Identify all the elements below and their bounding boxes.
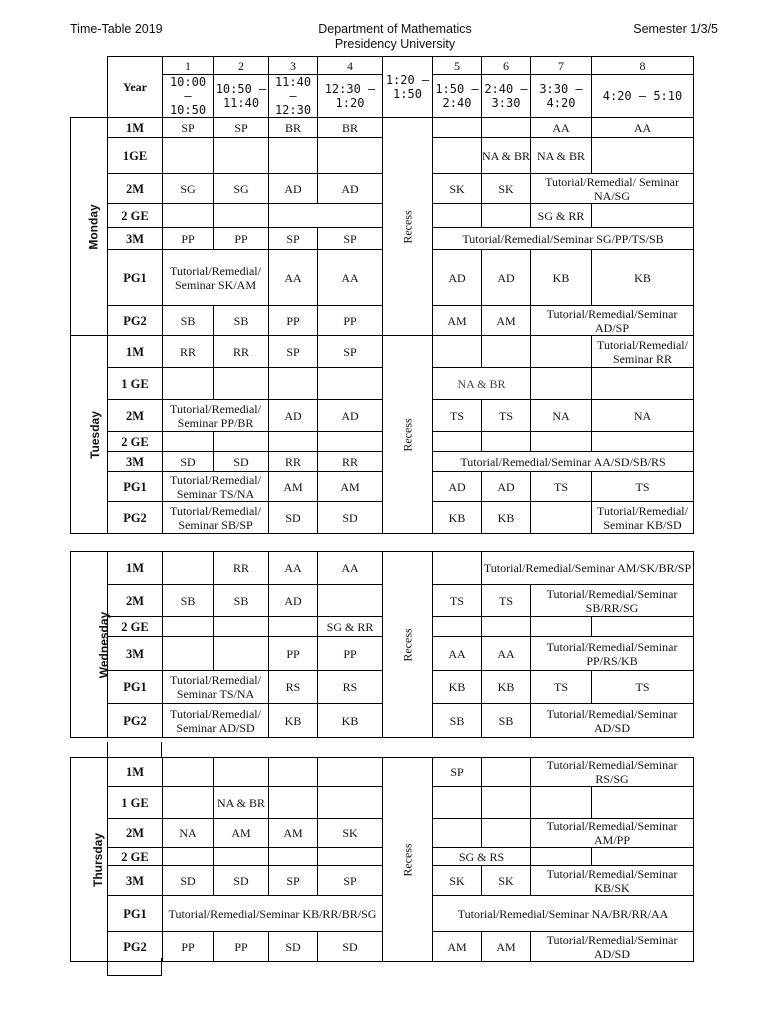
timetable-cell: PP — [214, 228, 269, 250]
period-time: 3:30 – 4:20 — [531, 75, 592, 118]
timetable-cell: PP — [269, 637, 318, 671]
department-heading — [280, 22, 510, 52]
timetable-cell: Tutorial/Remedial/ Seminar PP/BR — [163, 400, 269, 432]
timetable-cell — [163, 204, 214, 228]
timetable-cell: SP — [269, 228, 318, 250]
timetable-cell: SP — [318, 336, 383, 368]
timetable-cell: SK — [482, 866, 531, 896]
timetable-cell: Tutorial/Remedial/ Seminar AD/SD — [163, 704, 269, 738]
timetable-cell — [163, 848, 214, 866]
timetable-cell: SP — [214, 118, 269, 138]
timetable-cell — [269, 204, 383, 228]
timetable-cell: KB — [433, 671, 482, 704]
class-label: 3M — [108, 866, 163, 896]
table-row — [71, 452, 694, 472]
timetable-cell: SP — [163, 118, 214, 138]
timetable-cell: Tutorial/Remedial/ Seminar TS/NA — [163, 472, 269, 502]
timetable-cell: RR — [269, 452, 318, 472]
timetable-cell: SD — [269, 502, 318, 534]
timetable-cell: KB — [482, 502, 531, 534]
tuesday-timetable — [70, 335, 694, 534]
timetable-cell: SB — [214, 306, 269, 336]
timetable-cell — [269, 432, 318, 452]
university-name: Presidency University — [334, 37, 456, 51]
timetable-cell: SK — [433, 174, 482, 204]
timetable-cell — [531, 502, 592, 534]
timetable-cell — [482, 432, 531, 452]
timetable-cell — [269, 617, 318, 637]
timetable-cell: KB — [318, 704, 383, 738]
timetable-cell — [318, 848, 383, 866]
timetable-cell — [269, 138, 318, 174]
timetable-cell: AD — [269, 174, 318, 204]
timetable-cell: AA — [592, 118, 694, 138]
day-label-thursday: Thursday — [71, 758, 108, 962]
timetable-cell — [269, 848, 318, 866]
wednesday-timetable — [70, 551, 694, 738]
table-row — [71, 848, 694, 866]
timetable-cell: KB — [482, 671, 531, 704]
table-row — [71, 306, 694, 336]
period-time: 11:40 – 12:30 — [269, 75, 318, 118]
timetable-cell: PP — [163, 228, 214, 250]
timetable-cell — [269, 758, 318, 787]
timetable-cell — [433, 118, 482, 138]
section-divider — [161, 742, 162, 758]
timetable-cell: NA & BR — [433, 368, 531, 400]
table-row — [71, 336, 694, 368]
timetable-cell — [592, 617, 694, 637]
class-label: 2M — [108, 174, 163, 204]
timetable-cell: RS — [269, 671, 318, 704]
timetable-cell: AM — [433, 932, 482, 962]
table-row — [71, 585, 694, 617]
timetable-cell: SD — [214, 866, 269, 896]
timetable-cell: AA — [318, 552, 383, 585]
timetable-cell — [318, 432, 383, 452]
timetable-cell — [163, 637, 214, 671]
timetable-cell: PP — [163, 932, 214, 962]
timetable-cell — [592, 432, 694, 452]
timetable-cell: PP — [214, 932, 269, 962]
timetable-cell — [592, 204, 694, 228]
timetable-cell: TS — [592, 472, 694, 502]
period-time: 10:00 – 10:50 — [163, 75, 214, 118]
timetable-cell: NA — [531, 400, 592, 432]
timetable-cell: SB — [163, 585, 214, 617]
year-header: Year — [108, 57, 163, 118]
timetable-cell: PP — [269, 306, 318, 336]
timetable-cell: SP — [318, 228, 383, 250]
recess-time-header: 1:20 – 1:50 — [383, 57, 433, 118]
timetable-cell — [214, 204, 269, 228]
class-label: PG2 — [108, 932, 163, 962]
table-row — [71, 758, 694, 787]
timetable-cell: PP — [318, 306, 383, 336]
recess-column: Recess — [383, 758, 433, 962]
timetable-cell: AM — [482, 306, 531, 336]
timetable-cell: Tutorial/Remedial/ Seminar NA/SG — [531, 174, 694, 204]
monday-timetable — [70, 56, 694, 336]
timetable-cell: Tutorial/Remedial/Seminar AD/SD — [531, 932, 694, 962]
table-row — [71, 174, 694, 204]
period-time: 12:30 – 1:20 — [318, 75, 383, 118]
timetable-cell: SB — [163, 306, 214, 336]
timetable-cell — [482, 118, 531, 138]
timetable-cell: Tutorial/Remedial/Seminar AM/PP — [531, 819, 694, 848]
table-row — [71, 400, 694, 432]
timetable-cell: SP — [269, 336, 318, 368]
recess-column: Recess — [383, 552, 433, 738]
timetable-cell — [592, 368, 694, 400]
table-row — [71, 204, 694, 228]
timetable-cell: Tutorial/Remedial/Seminar NA/BR/RR/AA — [433, 896, 694, 932]
class-label: 3M — [108, 637, 163, 671]
timetable-cell: Tutorial/Remedial/Seminar AM/SK/BR/SP — [482, 552, 694, 585]
section-divider — [107, 958, 108, 975]
class-label: 2 GE — [108, 617, 163, 637]
period-time-row — [71, 75, 694, 118]
timetable-cell — [433, 552, 482, 585]
timetable-cell: Tutorial/Remedial/Seminar SB/RR/SG — [531, 585, 694, 617]
timetable-cell: KB — [592, 250, 694, 306]
timetable-cell: SD — [163, 452, 214, 472]
day-label-tuesday: Tuesday — [71, 336, 108, 534]
timetable-cell: NA — [592, 400, 694, 432]
timetable-cell: SD — [318, 502, 383, 534]
day-label-wednesday: Wednesday — [71, 552, 108, 738]
table-row — [71, 787, 694, 819]
timetable-year-title: Time-Table 2019 — [70, 22, 163, 36]
timetable-cell — [269, 787, 318, 819]
timetable-cell — [214, 617, 269, 637]
period-number: 7 — [531, 57, 592, 75]
table-row — [71, 552, 694, 585]
timetable-cell: SK — [318, 819, 383, 848]
timetable-cell: Tutorial/Remedial/Seminar AD/SP — [531, 306, 694, 336]
period-time: 10:50 – 11:40 — [214, 75, 269, 118]
timetable-cell: AD — [269, 400, 318, 432]
table-row — [71, 432, 694, 452]
class-label: 1 GE — [108, 368, 163, 400]
timetable-cell: AD — [269, 585, 318, 617]
timetable-cell — [214, 637, 269, 671]
timetable-cell: Tutorial/Remedial/ Seminar SB/SP — [163, 502, 269, 534]
timetable-cell: AA — [318, 250, 383, 306]
class-label: PG1 — [108, 472, 163, 502]
timetable-cell: KB — [433, 502, 482, 534]
table-row — [71, 502, 694, 534]
timetable-cell: Tutorial/Remedial/ Seminar TS/NA — [163, 671, 269, 704]
timetable-cell — [163, 787, 214, 819]
class-label: 1M — [108, 118, 163, 138]
class-label: 2M — [108, 819, 163, 848]
timetable-cell: SB — [482, 704, 531, 738]
timetable-cell: Tutorial/Remedial/Seminar AA/SD/SB/RS — [433, 452, 694, 472]
timetable-cell: Tutorial/Remedial/Seminar RS/SG — [531, 758, 694, 787]
timetable-cell — [592, 848, 694, 866]
timetable-cell: BR — [318, 118, 383, 138]
table-row — [71, 932, 694, 962]
timetable-cell — [214, 368, 269, 400]
timetable-cell: SG & RR — [318, 617, 383, 637]
timetable-cell: Tutorial/Remedial/ Seminar RR — [592, 336, 694, 368]
timetable-cell — [318, 138, 383, 174]
timetable-cell: TS — [433, 585, 482, 617]
timetable-cell: NA — [163, 819, 214, 848]
timetable-cell: AM — [214, 819, 269, 848]
timetable-cell: AM — [433, 306, 482, 336]
timetable-cell: AD — [482, 472, 531, 502]
timetable-cell: AA — [269, 552, 318, 585]
timetable-cell — [318, 758, 383, 787]
timetable-cell: Tutorial/Remedial/Seminar KB/SK — [531, 866, 694, 896]
timetable-cell — [433, 138, 482, 174]
recess-column: Recess — [383, 118, 433, 336]
period-number-row — [71, 57, 694, 75]
timetable-cell — [214, 138, 269, 174]
timetable-cell: Tutorial/Remedial/Seminar SG/PP/TS/SB — [433, 228, 694, 250]
table-row — [71, 368, 694, 400]
class-label: 1M — [108, 758, 163, 787]
timetable-cell: SP — [318, 866, 383, 896]
timetable-cell: Tutorial/Remedial/ Seminar SK/AM — [163, 250, 269, 306]
period-time: 2:40 – 3:30 — [482, 75, 531, 118]
class-label: 3M — [108, 228, 163, 250]
department-name: Department of Mathematics — [318, 22, 472, 36]
timetable-cell: TS — [482, 585, 531, 617]
table-row — [71, 671, 694, 704]
timetable-cell — [482, 819, 531, 848]
timetable-cell — [433, 787, 482, 819]
timetable-cell: AA — [269, 250, 318, 306]
timetable-cell: SD — [318, 932, 383, 962]
timetable-cell — [531, 432, 592, 452]
timetable-cell: Tutorial/Remedial/Seminar AD/SD — [531, 704, 694, 738]
class-label: PG2 — [108, 704, 163, 738]
timetable-cell: RR — [214, 552, 269, 585]
timetable-cell: AM — [482, 932, 531, 962]
timetable-cell: AM — [269, 472, 318, 502]
timetable-cell — [433, 617, 482, 637]
class-label: PG2 — [108, 306, 163, 336]
class-label: 2 GE — [108, 848, 163, 866]
timetable-cell: SG — [163, 174, 214, 204]
class-label: PG1 — [108, 671, 163, 704]
timetable-cell: RR — [163, 336, 214, 368]
table-row — [71, 228, 694, 250]
period-number: 5 — [433, 57, 482, 75]
table-row — [71, 866, 694, 896]
class-label: 1M — [108, 336, 163, 368]
timetable-cell — [592, 138, 694, 174]
timetable-cell — [163, 432, 214, 452]
timetable-cell — [214, 758, 269, 787]
timetable-cell: SG & RR — [531, 204, 592, 228]
period-number: 6 — [482, 57, 531, 75]
class-label: 1 GE — [108, 787, 163, 819]
timetable-cell: KB — [269, 704, 318, 738]
class-label: PG1 — [108, 896, 163, 932]
timetable-cell: SD — [214, 452, 269, 472]
timetable-cell: Tutorial/Remedial/Seminar KB/RR/BR/SG — [163, 896, 383, 932]
timetable-cell: Tutorial/Remedial/ Seminar KB/SD — [592, 502, 694, 534]
class-label: 3M — [108, 452, 163, 472]
timetable-cell: TS — [592, 671, 694, 704]
timetable-cell — [163, 552, 214, 585]
period-time: 4:20 – 5:10 — [592, 75, 694, 118]
class-label: 2 GE — [108, 204, 163, 228]
table-row — [71, 637, 694, 671]
timetable-cell: SP — [433, 758, 482, 787]
day-label-monday: Monday — [71, 118, 108, 336]
timetable-cell — [531, 848, 592, 866]
period-number: 2 — [214, 57, 269, 75]
timetable-cell: AA — [531, 118, 592, 138]
timetable-cell: PP — [318, 637, 383, 671]
timetable-cell — [163, 758, 214, 787]
class-label: PG2 — [108, 502, 163, 534]
timetable-cell — [433, 432, 482, 452]
table-row — [71, 118, 694, 138]
timetable-cell: AD — [482, 250, 531, 306]
timetable-cell — [482, 336, 531, 368]
timetable-cell: BR — [269, 118, 318, 138]
section-divider — [107, 742, 108, 758]
class-label: 2 GE — [108, 432, 163, 452]
timetable-cell — [163, 617, 214, 637]
class-label: PG1 — [108, 250, 163, 306]
section-divider — [107, 975, 162, 976]
timetable-cell: AA — [482, 637, 531, 671]
period-number: 3 — [269, 57, 318, 75]
recess-column: Recess — [383, 336, 433, 534]
timetable-cell: SK — [433, 866, 482, 896]
timetable-cell — [482, 787, 531, 819]
timetable-cell — [482, 617, 531, 637]
semester-label: Semester 1/3/5 — [633, 22, 718, 36]
timetable-cell — [433, 336, 482, 368]
period-time: 1:50 – 2:40 — [433, 75, 482, 118]
section-divider — [161, 958, 162, 975]
table-row — [71, 138, 694, 174]
thursday-timetable — [70, 757, 694, 962]
timetable-cell — [318, 585, 383, 617]
timetable-cell: AD — [433, 472, 482, 502]
timetable-cell: AM — [318, 472, 383, 502]
timetable-cell: SD — [269, 932, 318, 962]
timetable-cell — [531, 617, 592, 637]
timetable-cell: AD — [318, 400, 383, 432]
timetable-cell — [592, 787, 694, 819]
timetable-cell: TS — [433, 400, 482, 432]
timetable-cell — [531, 336, 592, 368]
timetable-cell: AD — [318, 174, 383, 204]
period-number: 4 — [318, 57, 383, 75]
class-label: 1M — [108, 552, 163, 585]
table-row — [71, 896, 694, 932]
timetable-cell: NA & BR — [214, 787, 269, 819]
table-row — [71, 250, 694, 306]
timetable-cell: RR — [318, 452, 383, 472]
period-number: 8 — [592, 57, 694, 75]
timetable-cell — [163, 138, 214, 174]
table-row — [71, 819, 694, 848]
class-label: 2M — [108, 585, 163, 617]
timetable-cell: KB — [531, 250, 592, 306]
timetable-cell — [318, 368, 383, 400]
timetable-cell — [482, 204, 531, 228]
timetable-cell — [433, 819, 482, 848]
timetable-cell: SB — [214, 585, 269, 617]
timetable-cell: SG & RS — [433, 848, 531, 866]
timetable-cell: SB — [433, 704, 482, 738]
timetable-cell — [531, 368, 592, 400]
timetable-cell — [163, 368, 214, 400]
timetable-cell — [214, 432, 269, 452]
timetable-cell: TS — [482, 400, 531, 432]
timetable-cell: RR — [214, 336, 269, 368]
timetable-cell — [318, 787, 383, 819]
timetable-cell: NA & BR — [482, 138, 531, 174]
timetable-cell — [214, 848, 269, 866]
table-row — [71, 617, 694, 637]
period-number: 1 — [163, 57, 214, 75]
timetable-cell: SK — [482, 174, 531, 204]
class-label: 2M — [108, 400, 163, 432]
timetable-cell: AM — [269, 819, 318, 848]
class-label: 1GE — [108, 138, 163, 174]
timetable-cell — [433, 204, 482, 228]
timetable-cell: AA — [433, 637, 482, 671]
timetable-cell: TS — [531, 671, 592, 704]
timetable-cell: RS — [318, 671, 383, 704]
timetable-cell — [269, 368, 318, 400]
timetable-cell — [531, 787, 592, 819]
timetable-cell — [482, 758, 531, 787]
timetable-cell: NA & BR — [531, 138, 592, 174]
timetable-cell: SP — [269, 866, 318, 896]
timetable-cell: TS — [531, 472, 592, 502]
timetable-cell: Tutorial/Remedial/Seminar PP/RS/KB — [531, 637, 694, 671]
timetable-cell: SG — [214, 174, 269, 204]
table-row — [71, 704, 694, 738]
table-row — [71, 472, 694, 502]
timetable-cell: SD — [163, 866, 214, 896]
timetable-cell: AD — [433, 250, 482, 306]
